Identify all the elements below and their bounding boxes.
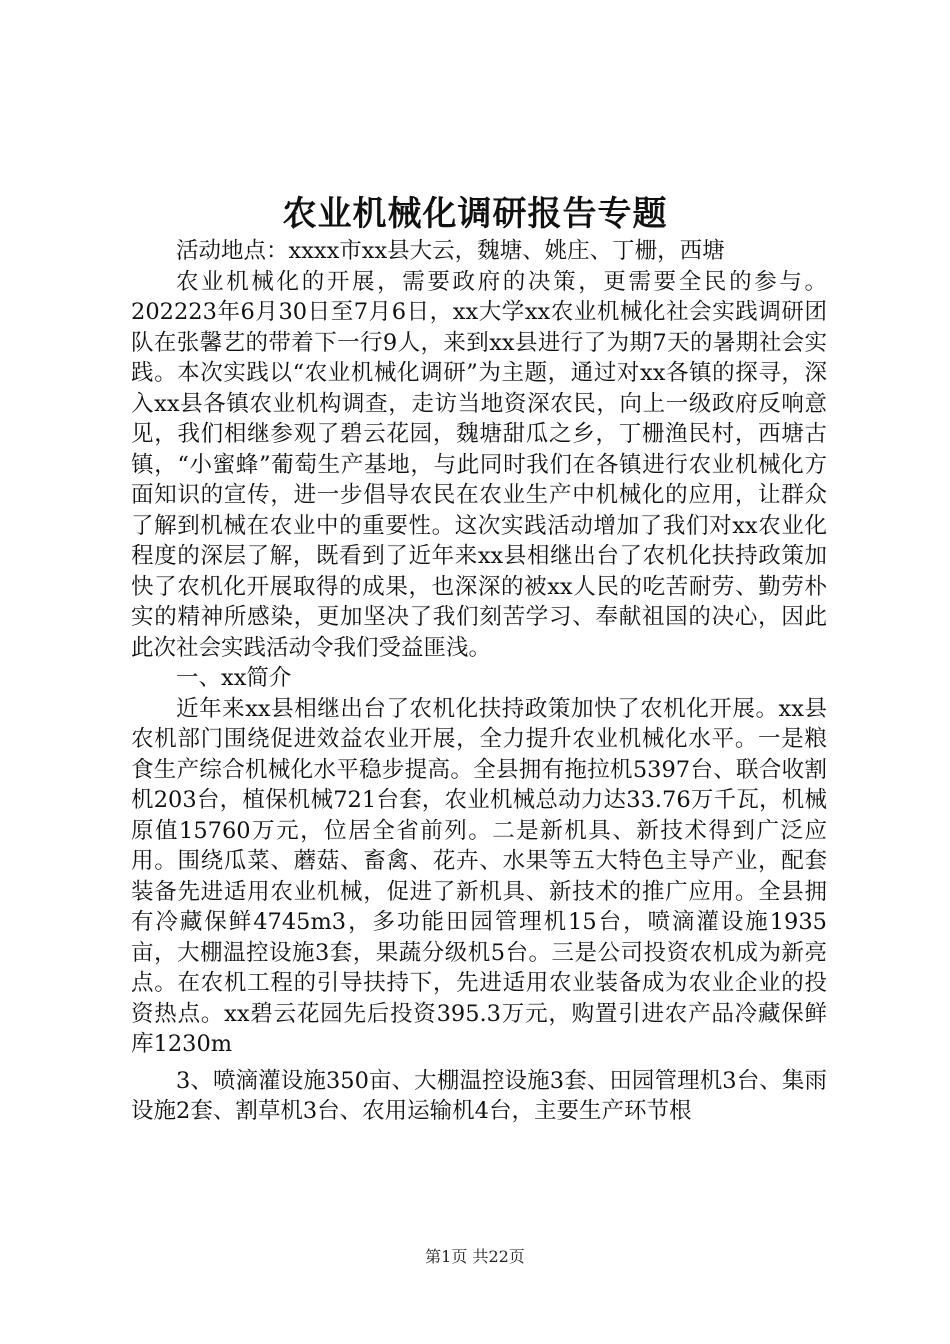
document-title: 农业机械化调研报告专题	[282, 194, 668, 234]
section-heading-overview: 一、xx简介	[176, 665, 292, 691]
document-body	[131, 236, 827, 1127]
paragraph-overview: 近年来xx县相继出台了农机化扶持政策加快了农机化开展。xx县农机部门围绕促进效益农业开展，全力提升农业机械化水平。一是粮食生产综合机械化水平稳步提高。全县拥有拖拉机5397台、联合收割机203台，植保机械721台套，农业机械总动力达33.76万千瓦，机械原值15760万元，位居全省前列。二是新机具、新技术得到广泛应用。围绕瓜菜、蘑菇、畜禽、花卉、水果等五大特色主导产业，配套装备先进适用农业机械，促进了新机具、新技术的推广应用。全县拥有冷藏保鲜4745m3，多功能田园管理机15台，喷滴灌设施1935亩，大棚温控设施3套，果蔬分级机5台。三是公司投资农机成为新亮点。在农机工程的引导扶持下，先进适用农业装备成为农业企业的投资热点。xx碧云花园先后投资395.3万元，购置引进农产品冷藏保鲜库1230m	[131, 695, 827, 1057]
paragraph-continuation: 3、喷滴灌设施350亩、大棚温控设施3套、田园管理机3台、集雨设施2套、割草机3台、农用运输机4台，主要生产环节根	[131, 1067, 827, 1124]
page-indicator: 第1页 共22页	[425, 1247, 525, 1266]
paragraph-location: 活动地点：xxxx市xx县大云，魏塘、姚庄、丁栅，西塘	[176, 238, 725, 264]
paragraph-intro: 农业机械化的开展，需要政府的决策，更需要全民的参与。202223年6月30日至7月6日，xx大学xx农业机械化社会实践调研团队在张馨艺的带着下一行9人，来到xx县进行了为期7天的暑期社会实践。本次实践以“农业机械化调研”为主题，通过对xx各镇的探寻，深入xx县各镇农业机构调查，走访当地资深农民，向上一级政府反响意见，我们相继参观了碧云花园，魏塘甜瓜之乡，丁栅渔民村，西塘古镇，“小蜜蜂”葡萄生产基地，与此同时我们在各镇进行农业机械化方面知识的宣传，进一步倡导农民在农业生产中机械化的应用，让群众了解到机械在农业中的重要性。这次实践活动增加了我们对xx农业化程度的深层了解，既看到了近年来xx县相继出台了农机化扶持政策加快了农机化开展取得的成果，也深深的被xx人民的吃苦耐劳、勤劳朴实的精神所感染，更加坚决了我们刻苦学习、奉献祖国的决心，因此此次社会实践活动令我们受益匪浅。	[131, 268, 827, 661]
